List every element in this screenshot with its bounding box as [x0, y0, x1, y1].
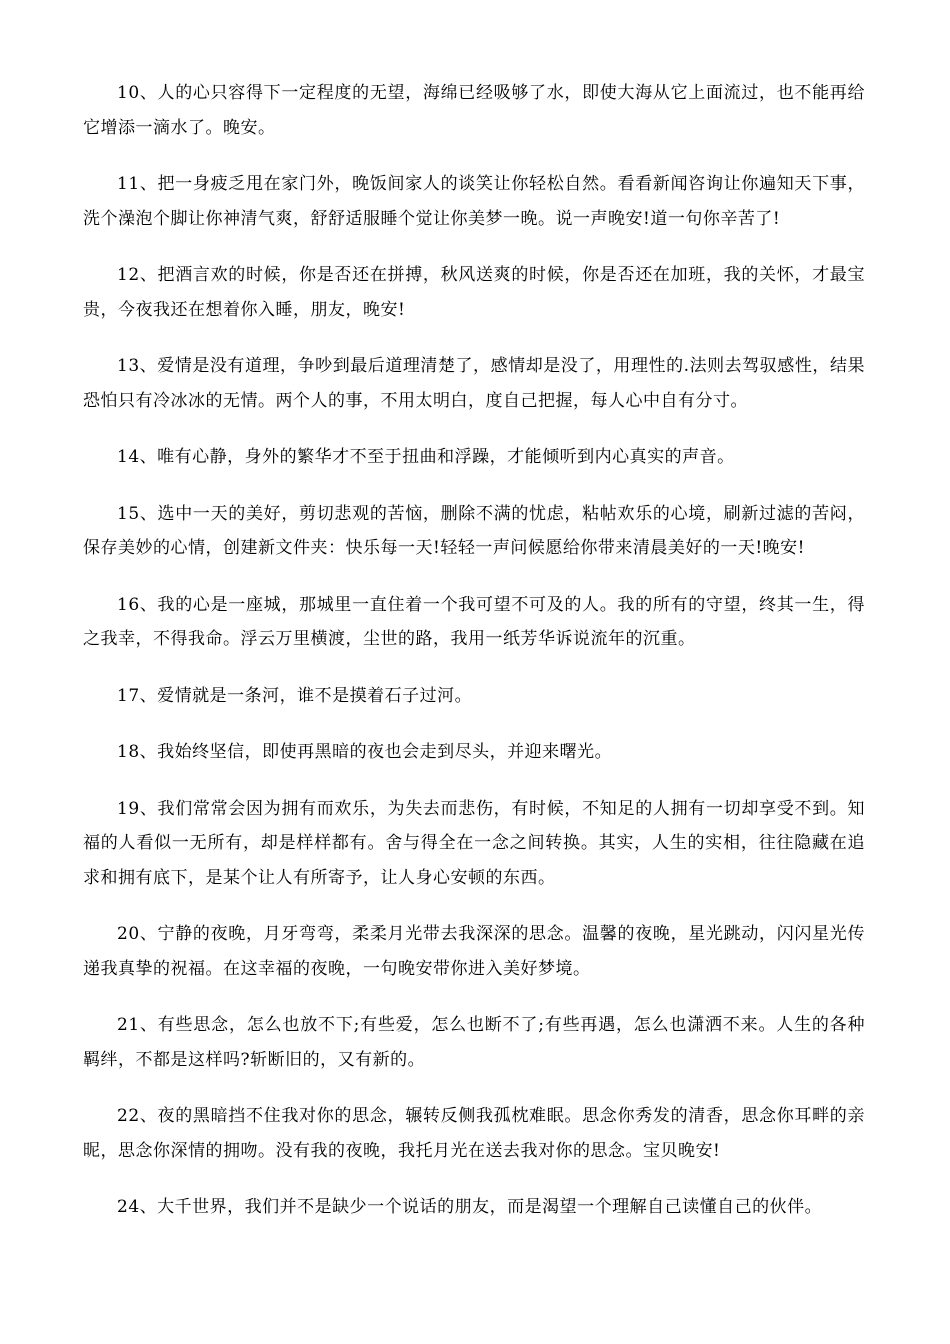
paragraph-22: 22、夜的黑暗挡不住我对你的思念，辗转反侧我孤枕难眠。思念你秀发的清香，思念你耳畔的亲昵，思念你深情的拥吻。没有我的夜晚，我托月光在送去我对你的思念。宝贝晚安! [83, 1106, 865, 1161]
paragraph-18: 18、我始终坚信，即使再黑暗的夜也会走到尽头，并迎来曙光。 [117, 742, 613, 762]
document-page [83, 76, 865, 1247]
paragraph-14: 14、唯有心静，身外的繁华才不至于扭曲和浮躁，才能倾听到内心真实的声音。 [117, 447, 735, 467]
paragraph-16: 16、我的心是一座城，那城里一直住着一个我可望不可及的人。我的所有的守望，终其一生，得之我幸，不得我命。浮云万里横渡，尘世的路，我用一纸芳华诉说流年的沉重。 [83, 594, 865, 649]
paragraph-13: 13、爱情是没有道理，争吵到最后道理清楚了，感情却是没了，用理性的.法则去驾驭感性，结果恐怕只有冷冰冰的无情。两个人的事，不用太明白，度自己把握，每人心中自有分寸。 [83, 356, 865, 411]
paragraph-19: 19、我们常常会因为拥有而欢乐，为失去而悲伤，有时候，不知足的人拥有一切却享受不到。知福的人看似一无所有，却是样样都有。舍与得全在一念之间转换。其实，人生的实相，往往隐藏在追求和拥有底下，是某个让人有所寄予，让人身心安顿的东西。 [83, 798, 865, 888]
paragraph-15: 15、选中一天的美好，剪切悲观的苦恼，删除不满的忧虑，粘帖欢乐的心境，刷新过滤的苦闷，保存美妙的心情，创建新文件夹：快乐每一天!轻轻一声问候愿给你带来清晨美好的一天!晚安! [83, 503, 865, 558]
paragraph-17: 17、爱情就是一条河，谁不是摸着石子过河。 [117, 685, 473, 706]
paragraph-21: 21、有些思念，怎么也放不下;有些爱，怎么也断不了;有些再遇，怎么也潇洒不来。人生的各种羁绊，不都是这样吗?斩断旧的，又有新的。 [83, 1015, 865, 1070]
paragraph-12: 12、把酒言欢的时候，你是否还在拼搏，秋风送爽的时候，你是否还在加班，我的关怀，才最宝贵，今夜我还在想着你入睡，朋友，晚安! [83, 265, 865, 320]
paragraph-20: 20、宁静的夜晚，月牙弯弯，柔柔月光带去我深深的思念。温馨的夜晚，星光跳动，闪闪星光传递我真挚的祝福。在这幸福的夜晚，一句晚安带你进入美好梦境。 [83, 924, 865, 979]
paragraph-10: 10、人的心只容得下一定程度的无望，海绵已经吸够了水，即使大海从它上面流过，也不能再给它增添一滴水了。晚安。 [83, 83, 865, 138]
paragraph-24: 24、大千世界，我们并不是缺少一个说话的朋友，而是渴望一个理解自己读懂自己的伙伴。 [117, 1197, 823, 1217]
paragraph-11: 11、把一身疲乏甩在家门外，晚饭间家人的谈笑让你轻松自然。看看新闻咨询让你遍知天下事，洗个澡泡个脚让你神清气爽，舒舒适服睡个觉让你美梦一晚。说一声晚安!道一句你辛苦了! [83, 174, 865, 229]
